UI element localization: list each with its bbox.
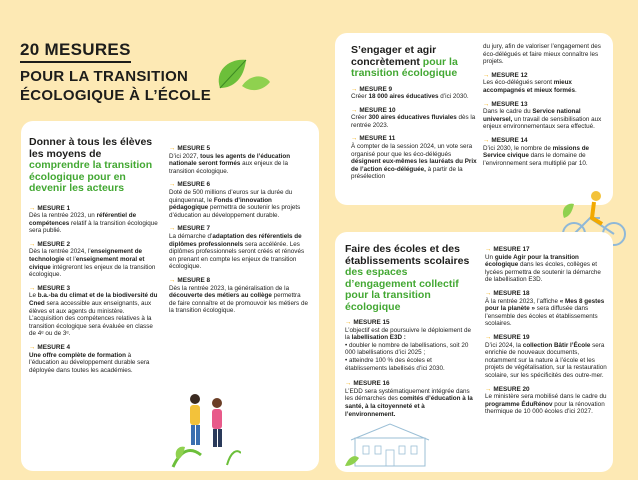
arrow-right-icon: → — [485, 289, 492, 297]
title-line-2: POUR LA TRANSITION — [20, 68, 189, 85]
arrow-right-icon: → — [169, 225, 176, 233]
mesure-6: → MESURE 6 Doté de 500 millions d’euros sur la durée du quinquennat, le Fonds d’innovation pédagogique permettra de soutenir les projets d’éducation au développement durable. — [169, 181, 301, 219]
mesure-1: → MESURE 1 Dès la rentrée 2023, un référentiel de compétences relatif à la transition écologique sera publié. — [29, 204, 158, 235]
arrow-right-icon: → — [485, 246, 492, 253]
mesure-11: → MESURE 11 À compter de la session 2024, un vote sera organisé pour que les éco-délégués désignent eux-mêmes les lauréats du Prix de l’action éco-déléguée, à partir de la présélection — [351, 135, 477, 181]
arrow-right-icon: → — [345, 319, 352, 326]
section-column-right — [169, 145, 309, 315]
mesure-15-list — [345, 342, 473, 372]
arrow-right-icon: → — [169, 181, 176, 189]
arrow-right-icon: → — [29, 204, 36, 212]
section-heading-engage: S’engager et agir concrètement pour la transition écologique — [351, 44, 458, 79]
arrow-right-icon: → — [169, 145, 176, 152]
mesure-9: → MESURE 9 Créer 18 000 aires éducatives d’ici 2030. — [351, 85, 469, 101]
mesure-3: → MESURE 3 Le b.a.-ba du climat et de la biodiversité du Cned sera accessible aux enseignants, aux élèves et aux agents du ministère. L’acquisition des compétences relatives à la transition écologique sera évaluée en classe de 4ᵉ ou de 3ᵉ. — [29, 284, 158, 338]
mesure-2: → MESURE 2 Dès la rentrée 2024, l’enseignement de technologie et l’enseignement moral et civique intégreront les enjeux de la transition écologique. — [29, 240, 156, 279]
arrow-right-icon: → — [351, 135, 358, 143]
arrow-right-icon: → — [485, 385, 492, 393]
leaves-illustration — [212, 48, 272, 98]
section-column-right — [483, 43, 603, 167]
arrow-right-icon: → — [483, 100, 490, 108]
arrow-right-icon: → — [345, 380, 352, 388]
mesure-15: → MESURE 15 L’objectif est de poursuivre le déploiement de la labellisation E3D : • doubler le nombre de labellisations, soit 20 000 labellisations d’ici 2025 ; • atteindre 100 % des écoles et établissements labellisés d’ici 2030. — [345, 319, 473, 372]
arrow-right-icon: → — [169, 276, 176, 284]
mesure-18: → MESURE 18 À la rentrée 2023, l’affiche « Mes 8 gestes pour la planète » sera diffusée dans l’ensemble des écoles et établissements scolaires. — [485, 289, 605, 328]
list-item: • atteindre 100 % des écoles et établissements labellisés d’ici 2030. — [345, 357, 473, 372]
section-card-understand — [21, 121, 319, 471]
mesure-11-continued: du jury, afin de valoriser l’engagement des éco-délégués et faire mieux connaître les projets. — [483, 43, 601, 66]
arrow-right-icon: → — [351, 85, 358, 93]
arrow-right-icon: → — [485, 333, 492, 341]
mesure-13: → MESURE 13 Dans le cadre du Service national universel, un travail de sensibilisation aux enjeux environnementaux sera effectué. — [483, 100, 602, 131]
mesure-17: → MESURE 17 Un guide Agir pour la transition écologique dans les écoles, collèges et lycées permettra de soutenir la démarche de labellisation E3D. — [485, 246, 601, 284]
section-column-right — [485, 246, 607, 416]
section-card-engage — [335, 33, 613, 205]
mesure-8: → MESURE 8 Dès la rentrée 2023, la généralisation de la découverte des métiers au collège permettra de faire connaître et de promouvoir les métiers de la transition écologique. — [169, 276, 308, 315]
mesure-5: → MESURE 5 D’ici 2027, tous les agents de l’éducation nationale seront formés aux enjeux de la transition écologique. — [169, 145, 291, 175]
section-column-left — [351, 45, 477, 181]
mesure-20: → MESURE 20 Le ministère sera mobilisé dans le cadre du programme ÉduRénov pour la rénovation thermique de 10 000 écoles d’ici 2027. — [485, 385, 607, 416]
mesure-4: → MESURE 4 Une offre complète de formation à l’éducation au développement durable sera déployée dans toutes les académies. — [29, 344, 150, 374]
arrow-right-icon: → — [351, 106, 358, 114]
list-item: • doubler le nombre de labellisations, soit 20 000 labellisations d’ici 2025 ; — [345, 342, 473, 357]
section-heading-understand: Donner à tous les élèves les moyens de comprendre la transition écologique pour en devenir les acteurs — [29, 136, 153, 194]
title-line-3: ÉCOLOGIQUE À L’ÉCOLE — [20, 87, 212, 104]
mesure-10: → MESURE 10 Créer 300 aires éducatives fluviales dès la rentrée 2023. — [351, 106, 476, 129]
page-title — [20, 40, 211, 105]
students-illustration — [171, 389, 241, 469]
arrow-right-icon: → — [483, 136, 490, 144]
section-heading-schools: Faire des écoles et des établissements scolaires des espaces d’engagement collectif pour la transition écologique — [345, 243, 470, 313]
school-building-illustration — [345, 418, 435, 468]
arrow-right-icon: → — [29, 284, 36, 292]
mesure-14: → MESURE 14 D’ici 2030, le nombre de missions de Service civique dans le domaine de l’environnement sera multiplié par 10. — [483, 136, 590, 167]
title-line-1: 20 MESURES — [20, 40, 131, 63]
arrow-right-icon: → — [29, 240, 36, 248]
mesure-16: → MESURE 16 L’EDD sera systématiquement intégrée dans les démarches des comités d’éducation à la santé, à la citoyenneté et à l’environnement. — [345, 380, 473, 418]
section-column-left — [29, 137, 159, 374]
mesure-19: → MESURE 19 D’ici 2024, la collection Bâtir l’École sera enrichie de nouveaux documents, notamment sur la nature à l’école et les projets de végétalisation, sur la restauration scolaire, sur les spécificités des outre-mer. — [485, 333, 607, 379]
arrow-right-icon: → — [29, 344, 36, 351]
mesure-7: → MESURE 7 La démarche d’adaptation des référentiels de diplômes professionnels sera accélérée. Les diplômes professionnels seront créés et rénovés en prenant en compte les enjeux de transition écologique. — [169, 225, 305, 271]
section-column-left — [345, 244, 473, 418]
mesure-12: → MESURE 12 Les éco-délégués seront mieux accompagnés et mieux formés. — [483, 71, 577, 94]
arrow-right-icon: → — [483, 71, 490, 79]
